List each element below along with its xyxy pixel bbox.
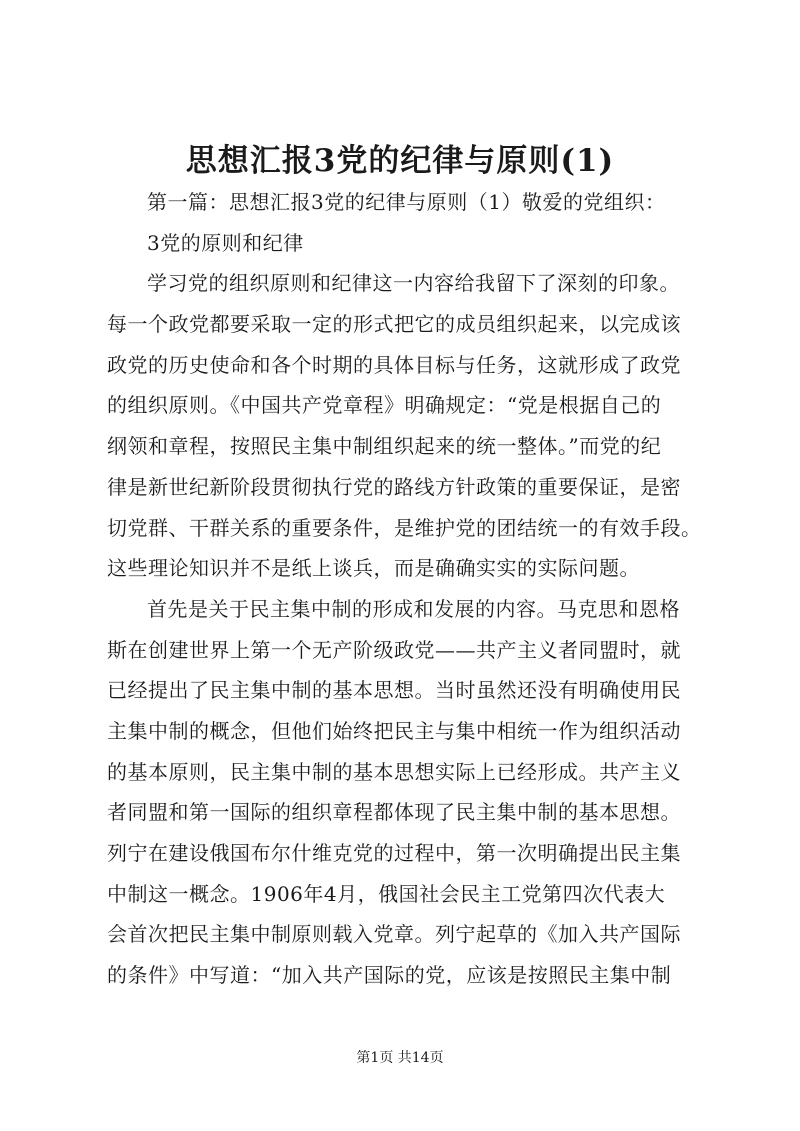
text-line: 律是新世纪新阶段贯彻执行党的路线方针政策的重要保证，是密: [107, 474, 681, 499]
text-line: 第一篇：思想汇报3党的纪律与原则（1）敬爱的党组织：: [147, 190, 666, 214]
text-line: 政党的历史使命和各个时期的具体目标与任务，这就形成了政党: [107, 352, 681, 377]
text-line: 会首次把民主集中制原则载入党章。列宁起草的《加入共产国际: [107, 922, 681, 947]
text-line: 首先是关于民主集中制的形成和发展的内容。马克思和恩格: [147, 596, 680, 621]
text-line: 主集中制的概念，但他们始终把民主与集中相统一作为组织活动: [107, 718, 681, 743]
text-line: 学习党的组织原则和纪律这一内容给我留下了深刻的印象。: [147, 271, 680, 296]
text-line: 中制这一概念。1906年4月，俄国社会民主工党第四次代表大: [107, 881, 666, 906]
document-body: [107, 182, 707, 996]
text-line: 3党的原则和纪律: [147, 230, 304, 255]
text-line: 纲领和章程，按照民主集中制组织起来的统一整体。”而党的纪: [107, 434, 662, 459]
page-footer: 第1页 共14页: [356, 1050, 444, 1066]
text-line: 已经提出了民主集中制的基本思想。当时虽然还没有明确使用民: [107, 678, 681, 703]
text-line: 的组织原则。《中国共产党章程》明确规定：“党是根据自己的: [107, 393, 662, 418]
text-line: 斯在创建世界上第一个无产阶级政党——共产主义者同盟时，就: [107, 637, 681, 662]
text-line: 列宁在建设俄国布尔什维克党的过程中，第一次明确提出民主集: [107, 841, 681, 865]
text-line: 的条件》中写道：“加入共产国际的党，应该是按照民主集中制: [107, 963, 672, 988]
text-line: 切党群、干群关系的重要条件，是维护党的团结统一的有效手段。: [107, 515, 702, 540]
text-line: 每一个政党都要采取一定的形式把它的成员组织起来，以完成该: [107, 312, 681, 337]
text-line: 的基本原则，民主集中制的基本思想实际上已经形成。共产主义: [107, 759, 681, 784]
text-line: 者同盟和第一国际的组织章程都体现了民主集中制的基本思想。: [107, 800, 681, 825]
document-title: 思想汇报3党的纪律与原则(1): [185, 143, 615, 179]
text-line: 这些理论知识并不是纸上谈兵，而是确确实实的实际问题。: [107, 556, 640, 581]
